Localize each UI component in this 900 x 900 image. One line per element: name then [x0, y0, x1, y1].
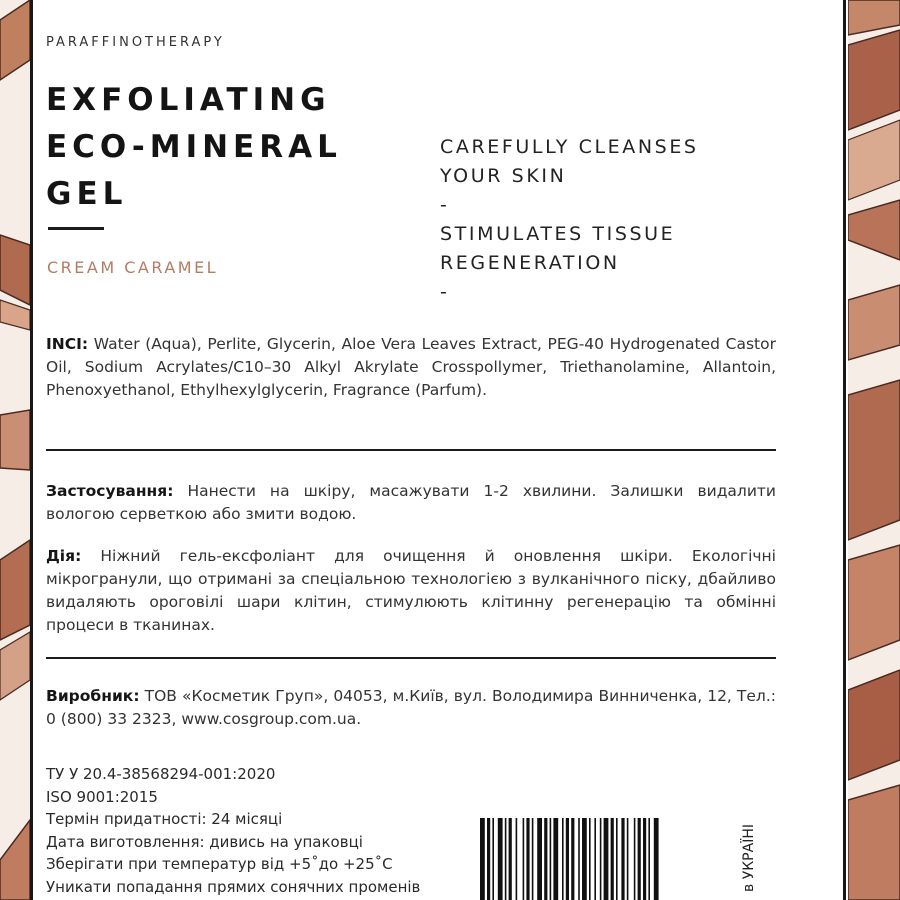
barcode-bar	[589, 818, 591, 900]
claim-line: REGENERATION	[440, 252, 620, 274]
section-divider	[46, 449, 776, 451]
barcode-bar	[509, 818, 512, 900]
barcode-bar	[621, 818, 624, 900]
barcode-bar	[566, 818, 569, 900]
barcode-bar	[654, 818, 659, 900]
claim-line: CAREFULLY CLEANSES	[440, 136, 699, 158]
barcode-bar	[594, 818, 596, 900]
title-line: GEL	[46, 176, 128, 212]
barcode-bar	[616, 818, 618, 900]
barcode-bar	[537, 818, 542, 900]
inci-label: INCI:	[46, 335, 89, 353]
barcode-bar	[627, 818, 629, 900]
barcode-bar	[611, 818, 614, 900]
usage-label: Застосування:	[46, 482, 174, 500]
info-line: Зберігати при температур від +5˚до +25˚С	[46, 855, 393, 873]
barcode	[478, 818, 736, 900]
info-line: ISO 9001:2015	[46, 787, 158, 806]
barcode-bar	[532, 818, 534, 900]
caramel-decor-right	[848, 0, 900, 900]
manufacturer-label: Виробник:	[46, 687, 140, 705]
barcode-bar	[562, 818, 564, 900]
title-line: ECO-MINERAL	[46, 129, 342, 165]
product-info	[46, 763, 420, 898]
info-line: Термін придатності: 24 місяці	[46, 810, 283, 828]
brand-line: PARAFFINOTHERAPY	[46, 35, 225, 50]
info-line: Уникати попадання прямих сонячних променів	[46, 877, 421, 896]
barcode-bar	[638, 818, 641, 900]
barcode-bar	[550, 818, 552, 900]
section-divider	[46, 657, 776, 659]
barcode-bar	[492, 818, 494, 900]
barcode-bar	[505, 818, 507, 900]
title-divider	[48, 227, 104, 230]
barcode-bar	[578, 818, 580, 900]
variant-name: CREAM CARAMEL	[47, 258, 219, 277]
made-in-text: в УКРАЇНІ	[741, 823, 757, 892]
info-line: ТУ У 20.4-38568294-001:2020	[46, 765, 276, 783]
barcode-bar	[634, 818, 636, 900]
claim-line: STIMULATES TISSUE	[440, 223, 676, 245]
barcode-bar	[526, 818, 529, 900]
inci-text: Water (Aqua), Perlite, Glycerin, Aloe Vera Leaves Extract, PEG-40 Hydrogenated Castor Oil, Sodium Acrylates/C10–30 Alkyl Akrylate Crosspollymer, Triethanolamine, Allantoin, Phenoxyethanol, Ethylhexylglycerin, Fragrance (Parfum).	[46, 335, 776, 399]
barcode-bar	[544, 818, 547, 900]
barcode-bar	[498, 818, 503, 900]
barcode-bar	[648, 818, 650, 900]
barcode-bar	[516, 818, 518, 900]
made-in-label	[738, 815, 760, 900]
usage-text: Нанести на шкіру, масажувати 1-2 хвилини. Залишки видалити вологою серветкою або змити водою.	[46, 482, 776, 523]
caramel-decor-left	[0, 0, 30, 900]
claim-line: YOUR SKIN	[440, 165, 567, 187]
barcode-bar	[487, 818, 490, 900]
usage-paragraph	[46, 480, 776, 526]
claim-separator: -	[440, 194, 450, 216]
info-line: Дата виготовлення: дивись на упаковці	[46, 832, 363, 851]
barcode-bar	[480, 818, 485, 900]
barcode-bar	[604, 818, 609, 900]
barcode-bar	[571, 818, 574, 900]
title-line: EXFOLIATING	[46, 82, 331, 118]
barcode-bar	[643, 818, 646, 900]
inci-paragraph	[46, 333, 776, 402]
manufacturer-text: ТОВ «Косметик Груп», 04053, м.Київ, вул. Володимира Винниченка, 12, Тел.: 0 (800) 33 2323, www.cosgroup.com.ua.	[46, 687, 776, 728]
action-label: Дія:	[46, 547, 82, 565]
product-title	[46, 77, 342, 218]
action-paragraph	[46, 545, 776, 637]
barcode-bar	[582, 818, 587, 900]
claims-list	[440, 133, 699, 307]
claim-separator: -	[440, 281, 450, 303]
barcode-bar	[523, 818, 525, 900]
action-text: Ніжний гель-ексфоліант для очищення й оновлення шкіри. Екологічні мікрогранули, що отримані за спеціальною технологією з вулканічного піску, дбайливо видаляють ороговілі шари клітин, стимулюють клітинну регенерацію та обмінні процеси в тканинах.	[46, 547, 776, 634]
barcode-bar	[553, 818, 558, 900]
barcode-bar	[600, 818, 602, 900]
manufacturer-paragraph	[46, 685, 776, 731]
